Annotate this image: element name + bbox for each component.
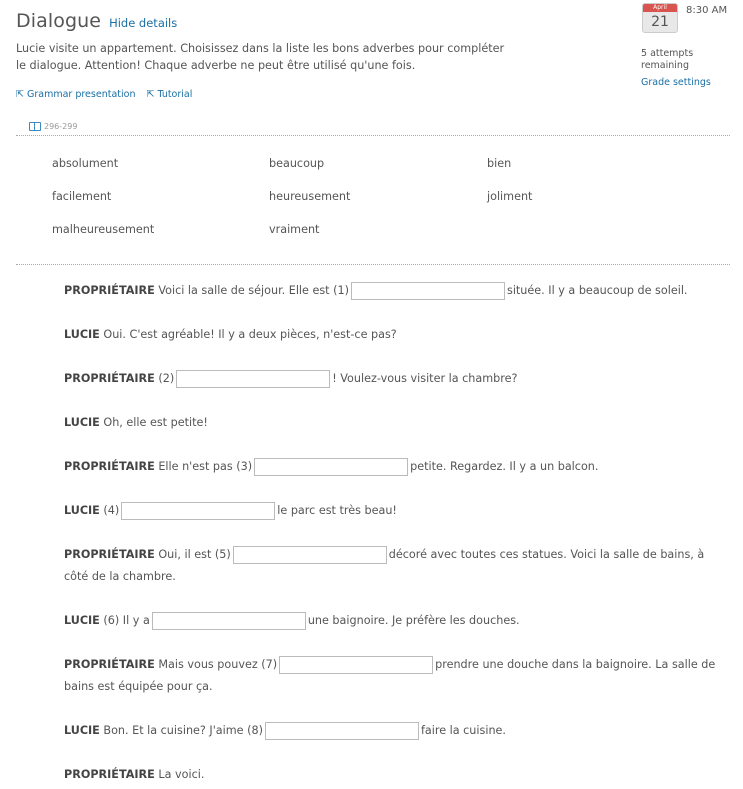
line-text: ! Voulez-vous visiter la chambre? <box>332 372 518 385</box>
line-text: décoré avec toutes ces statues. Voici la salle de bains, à côté de la chambre. <box>64 548 705 583</box>
dialogue-line <box>64 654 719 698</box>
blank-input-6[interactable] <box>152 612 306 630</box>
speaker: LUCIE <box>64 614 100 627</box>
blank-input-2[interactable] <box>176 370 330 388</box>
blank-input-7[interactable] <box>279 656 433 674</box>
dialogue-line <box>64 500 719 522</box>
divider <box>16 135 730 136</box>
dialogue-line <box>64 720 719 742</box>
dialogue-line <box>64 412 719 434</box>
divider <box>16 264 730 265</box>
dialogue-line <box>64 368 719 390</box>
instructions: Lucie visite un appartement. Choisissez dans la liste les bons adverbes pour compléter le dialogue. Attention! Chaque adverbe ne peut être utilisé qu'une fois. <box>16 42 505 72</box>
dialogue-line <box>64 610 719 632</box>
word-bank-item[interactable]: beaucoup <box>269 157 325 170</box>
line-text: Mais vous pouvez (7) <box>158 658 278 671</box>
line-text: (6) Il y a <box>103 614 150 627</box>
blank-input-4[interactable] <box>121 502 275 520</box>
line-text: une baignoire. Je préfère les douches. <box>307 614 520 627</box>
tutorial-link-label: Tutorial <box>157 89 193 100</box>
speaker: PROPRIÉTAIRE <box>64 548 155 561</box>
line-text: Oui. C'est agréable! Il y a deux pièces, n'est-ce pas? <box>103 328 397 341</box>
calendar-icon <box>642 3 678 33</box>
word-bank-item[interactable]: heureusement <box>269 190 351 203</box>
word-bank-item[interactable]: bien <box>487 157 512 170</box>
line-text: faire la cuisine. <box>420 724 506 737</box>
page-title: Dialogue <box>16 10 102 32</box>
word-bank-item[interactable]: absolument <box>52 157 119 170</box>
speaker: PROPRIÉTAIRE <box>64 768 155 781</box>
line-text: située. Il y a beaucoup de soleil. <box>506 284 688 297</box>
speaker: LUCIE <box>64 328 100 341</box>
book-icon <box>29 122 41 131</box>
word-bank-item[interactable]: joliment <box>487 190 533 203</box>
word-bank-item[interactable]: malheureusement <box>52 223 155 236</box>
speaker: PROPRIÉTAIRE <box>64 460 155 473</box>
line-text: Oui, il est (5) <box>158 548 231 561</box>
calendar-month: April <box>643 4 677 12</box>
line-text: La voici. <box>158 768 205 781</box>
speaker: LUCIE <box>64 724 100 737</box>
line-text: Voici la salle de séjour. Elle est (1) <box>158 284 349 297</box>
word-bank-item[interactable]: facilement <box>52 190 112 203</box>
blank-input-5[interactable] <box>233 546 387 564</box>
blank-input-8[interactable] <box>265 722 419 740</box>
blank-input-3[interactable] <box>254 458 408 476</box>
word-bank-item[interactable]: vraiment <box>269 223 320 236</box>
blank-input-1[interactable] <box>351 282 505 300</box>
activity-header <box>16 10 576 100</box>
hide-details-link[interactable]: Hide details <box>109 16 178 30</box>
line-text: Bon. Et la cuisine? J'aime (8) <box>103 724 263 737</box>
dialogue-line <box>64 544 719 588</box>
line-text: (4) <box>103 504 120 517</box>
grade-settings-link[interactable]: Grade settings <box>641 77 711 88</box>
line-text: petite. Regardez. Il y a un balcon. <box>410 460 599 473</box>
textbook-pages[interactable] <box>29 122 77 131</box>
speaker: LUCIE <box>64 416 100 429</box>
grammar-presentation-link[interactable]: ⇱ Grammar presentation <box>16 89 136 100</box>
dialogue-line <box>64 280 719 302</box>
line-text: Oh, elle est petite! <box>103 416 208 429</box>
line-text: (2) <box>158 372 175 385</box>
calendar-day: 21 <box>651 14 669 30</box>
speaker: PROPRIÉTAIRE <box>64 372 155 385</box>
line-text: le parc est très beau! <box>277 504 397 517</box>
dialogue-line <box>64 764 719 786</box>
dialogue-line <box>64 456 719 478</box>
due-time: 8:30 AM <box>686 5 728 16</box>
line-text: prendre une douche dans la baignoire. La salle de bains est équipée pour ça. <box>64 658 716 693</box>
speaker: LUCIE <box>64 504 100 517</box>
line-text: Elle n'est pas (3) <box>158 460 253 473</box>
grammar-link-label: Grammar presentation <box>26 89 136 100</box>
speaker: PROPRIÉTAIRE <box>64 658 155 671</box>
dialogue-line <box>64 324 719 346</box>
page-range: 296-299 <box>44 122 78 131</box>
speaker: PROPRIÉTAIRE <box>64 284 155 297</box>
attempts-remaining: 5 attempts remaining <box>641 48 694 71</box>
tutorial-link[interactable]: ⇱ Tutorial <box>146 89 193 100</box>
